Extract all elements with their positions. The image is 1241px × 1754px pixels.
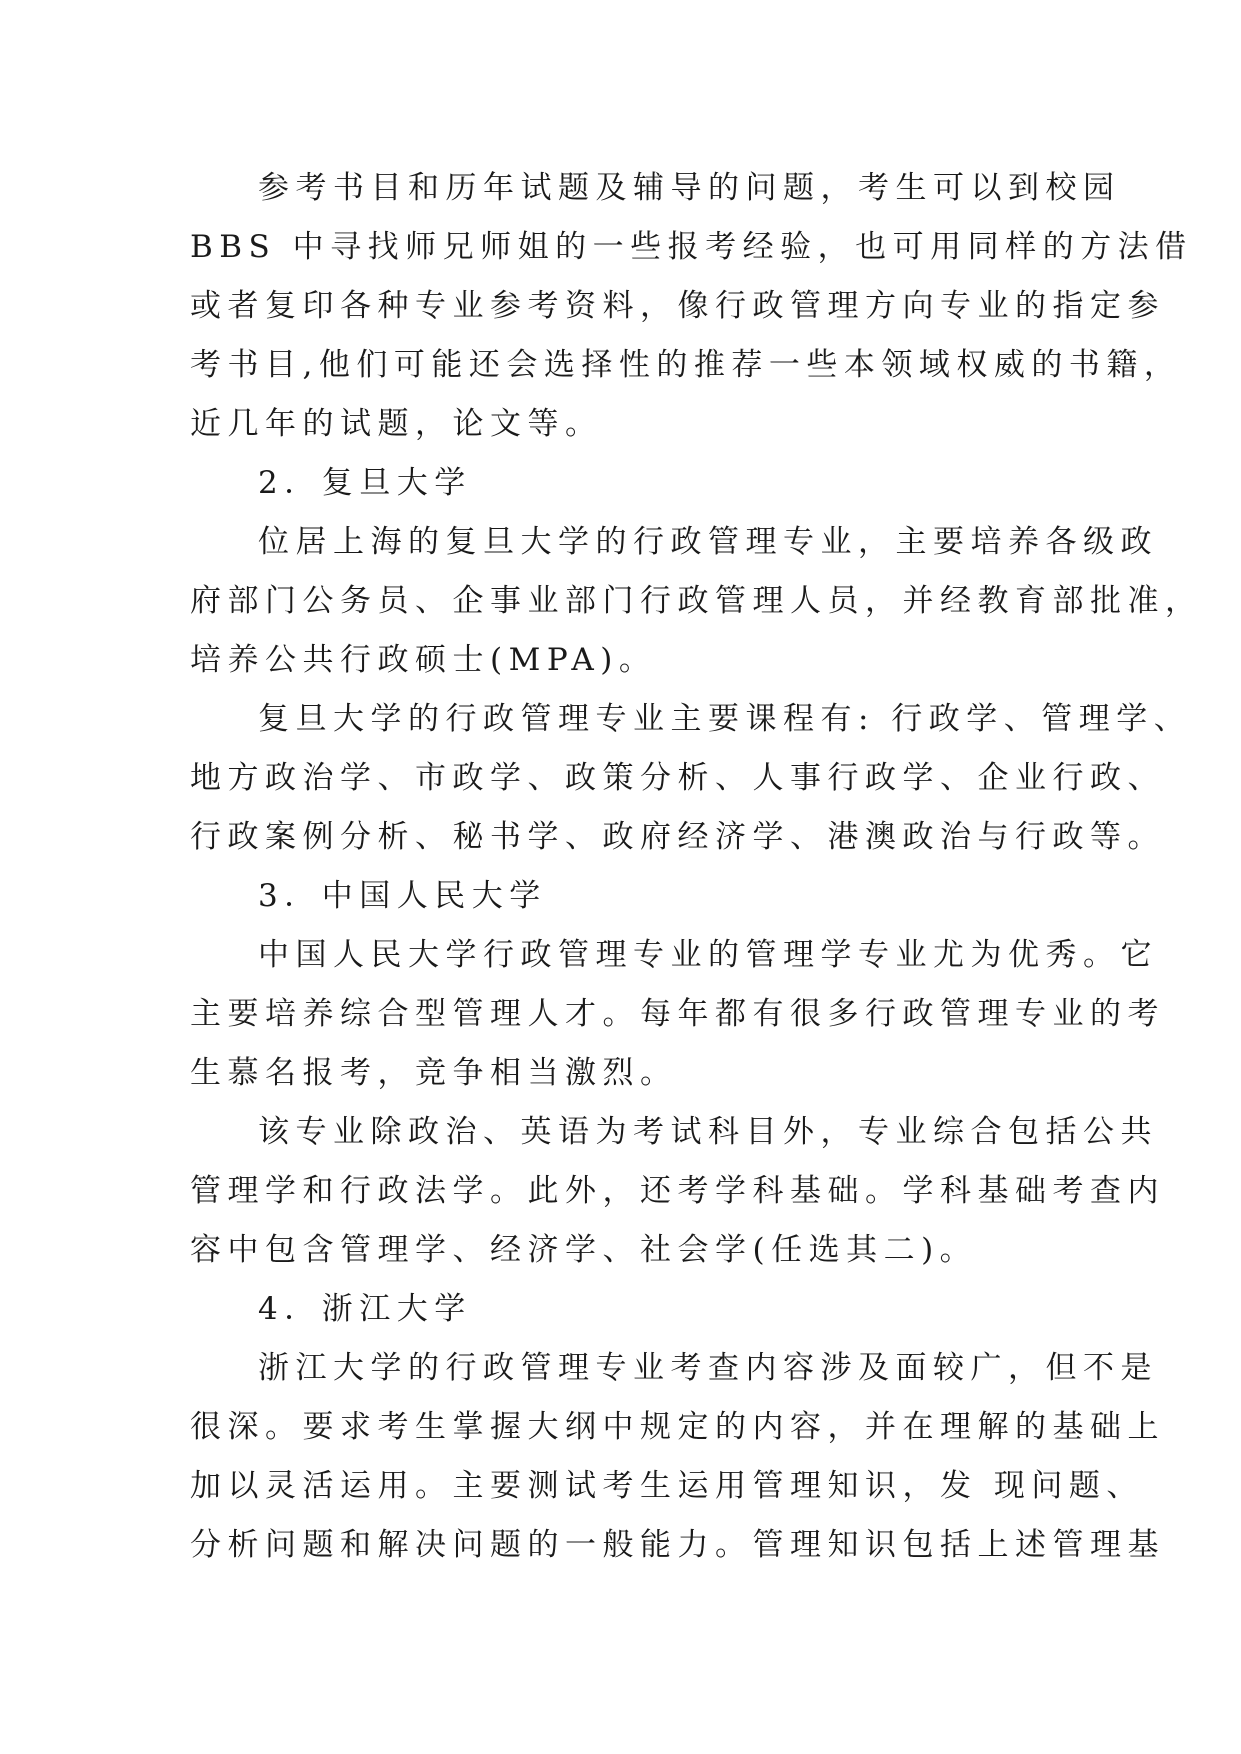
text-line: 培养公共行政硕士(MPA)。	[190, 642, 657, 678]
section-heading-fudan: 2．复旦大学	[258, 465, 472, 501]
text-line: 加以灵活运用。主要测试考生运用管理知识，发 现问题、	[190, 1468, 1144, 1504]
text-line: 分析问题和解决问题的一般能力。管理知识包括上述管理基	[190, 1527, 1165, 1563]
text-line: 考书目,他们可能还会选择性的推荐一些本领域权威的书籍，	[190, 347, 1182, 383]
text-line: 该专业除政治、英语为考试科目外，专业综合包括公共	[258, 1114, 1158, 1150]
text-line: 行政案例分析、秘书学、政府经济学、港澳政治与行政等。	[190, 819, 1165, 855]
text-line: 中国人民大学行政管理专业的管理学专业尤为优秀。它	[258, 937, 1158, 973]
text-line: 容中包含管理学、经济学、社会学(任选其二)。	[190, 1232, 978, 1268]
text-line: 位居上海的复旦大学的行政管理专业，主要培养各级政	[258, 524, 1158, 560]
body-text	[190, 159, 1203, 1575]
section-heading-zhejiang: 4．浙江大学	[258, 1291, 472, 1327]
text-line: 复旦大学的行政管理专业主要课程有: 行政学、管理学、	[258, 701, 1192, 737]
text-line: 参考书目和历年试题及辅导的问题，考生可以到校园	[258, 170, 1121, 206]
section-heading-renmin: 3．中国人民大学	[258, 878, 547, 914]
text-line: BBS 中寻找师兄师姐的一些报考经验，也可用同样的方法借	[190, 229, 1193, 265]
text-line: 生慕名报考，竞争相当激烈。	[190, 1055, 678, 1091]
text-line: 主要培养综合型管理人才。每年都有很多行政管理专业的考	[190, 996, 1165, 1032]
text-line: 或者复印各种专业参考资料，像行政管理方向专业的指定参	[190, 288, 1165, 324]
text-line: 很深。要求考生掌握大纲中规定的内容，并在理解的基础上	[190, 1409, 1165, 1445]
text-line: 管理学和行政法学。此外，还考学科基础。学科基础考查内	[190, 1173, 1165, 1209]
text-line: 近几年的试题，论文等。	[190, 406, 603, 442]
text-line: 府部门公务员、企事业部门行政管理人员，并经教育部批准，	[190, 583, 1203, 619]
text-line: 浙江大学的行政管理专业考查内容涉及面较广，但不是	[258, 1350, 1158, 1386]
text-line: 地方政治学、市政学、政策分析、人事行政学、企业行政、	[190, 760, 1165, 796]
